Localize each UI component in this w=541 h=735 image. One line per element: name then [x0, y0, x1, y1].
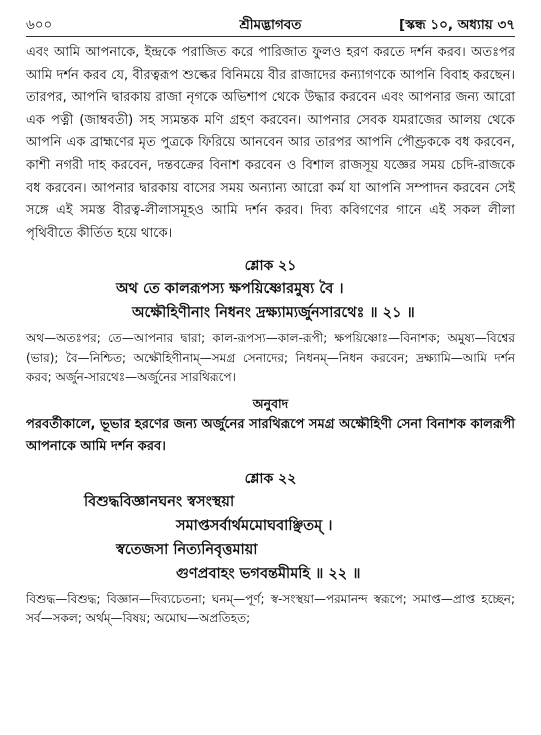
verse-21-synonyms: অথ—অতঃপর; তে—আপনার দ্বারা; কাল-রূপস্য—কাল-রূপী; ক্ষপয়িষ্ণোঃ—বিনাশক; অমুষ্য—বিশ্বের (ভার); বৈ—নিশ্চিত; অক্ষৌহিণীনাম্—সমগ্র সেনাদের; নিধনম্—নিধন করবেন; দ্রক্ষ্যামি—আমি দর্শন করব; অর্জুন-সারথেঃ—অর্জুনের সারথিরূপে। [26, 331, 515, 385]
verse-22-synonyms: বিশুদ্ধ—বিশুদ্ধ; বিজ্ঞান—দিব্যচেতনা; ঘনম্—পূর্ণ; স্ব-সংস্থয়া—পরমানন্দ স্বরূপে; সমাপ্ত—প্রাপ্ত হচ্ছেন; সর্ব—সকল; অর্থম্—বিষয়; অমোঘ—অপ্রতিহত; [26, 591, 515, 626]
purport-paragraph: এবং আমি আপনাকে, ইন্দ্রকে পরাজিত করে পারিজাত ফুলও হরণ করতে দর্শন করব। অতঃপর আমি দর্শন করব যে, বীরত্বরূপ শুল্কের বিনিময়ে বীর রাজাদের কন্যাগণকে আপনি বিবাহ করছেন। তারপর, আপনি দ্বারকায় রাজা নৃগকে অভিশাপ থেকে উদ্ধার করবেন এবং আপনার জন্য আরো এক পত্নী (জাম্ববতী) সহ স্যমন্তক মণি গ্রহণ করবেন। আপনার সেবক যমরাজের আলয় থেকে আপনি এক ব্রাহ্মণের মৃত পুত্রকে ফিরিয়ে আনবেন আর তারপর আপনি পৌণ্ড্রককে বধ করবেন, কাশী নগরী দাহ করবেন, দন্তবক্রের বিনাশ করবেন ও বিশাল রাজসূয় যজ্ঞের সময় চেদি-রাজকে বধ করবেন। আপনার দ্বারকায় বাসের সময় অন্যান্য আরো কর্ম যা আপনি সম্পাদন করবেন সেই সঙ্গে এই সমস্ত বীরত্ব-লীলাসমূহও আমি দর্শন করব। দিব্য কবিগণের গানে এই সকল লীলা পৃথিবীতে কীর্তিত হয়ে থাকে। [26, 45, 515, 241]
verse-22-line-1: বিশুদ্ধবিজ্ঞানঘনং স্বসংস্থয়া [84, 493, 235, 510]
page-number: ৬০০ [26, 17, 53, 33]
verse-21-translation: পরবর্তীকালে, ভূভার হরণের জন্য অর্জুনের সারথিরূপে সমগ্র অক্ষৌহিণী সেনা বিনাশক কালরূপী আপনাকে আমি দর্শন করব। [26, 416, 515, 454]
header-divider [26, 36, 515, 37]
verse-22-label: শ্লোক ২২ [244, 470, 297, 487]
verse-21-line-1: অথ তে কালরূপস্য ক্ষপয়িষ্ণোরমুষ্য বৈ । [116, 281, 344, 298]
verse-21-label: শ্লোক ২১ [244, 258, 297, 275]
page-header [26, 14, 515, 36]
book-title: শ্রীমদ্ভাগবত [239, 17, 302, 33]
chapter-reference: [স্কন্ধ ১০, অধ্যায় ৩৭ [399, 17, 515, 33]
page-body [26, 42, 515, 629]
verse-22-line-3: স্বতেজসা নিত্যনিবৃত্তমায়া [116, 541, 258, 558]
verse-21-translation-label: অনুবাদ [252, 395, 289, 411]
verse-22-line-4: গুণপ্রবাহং ভগবন্তমীমহি ॥ ২২ ॥ [176, 565, 361, 582]
verse-22-line-2: সমাপ্তসর্বার্থমমোঘবাঞ্ছিতম্ । [176, 517, 333, 534]
verse-21-line-2: অক্ষৌহিণীনাং নিধনং দ্রক্ষ্যাম্যর্জুনসারথেঃ ॥ ২১ ॥ [132, 305, 415, 322]
